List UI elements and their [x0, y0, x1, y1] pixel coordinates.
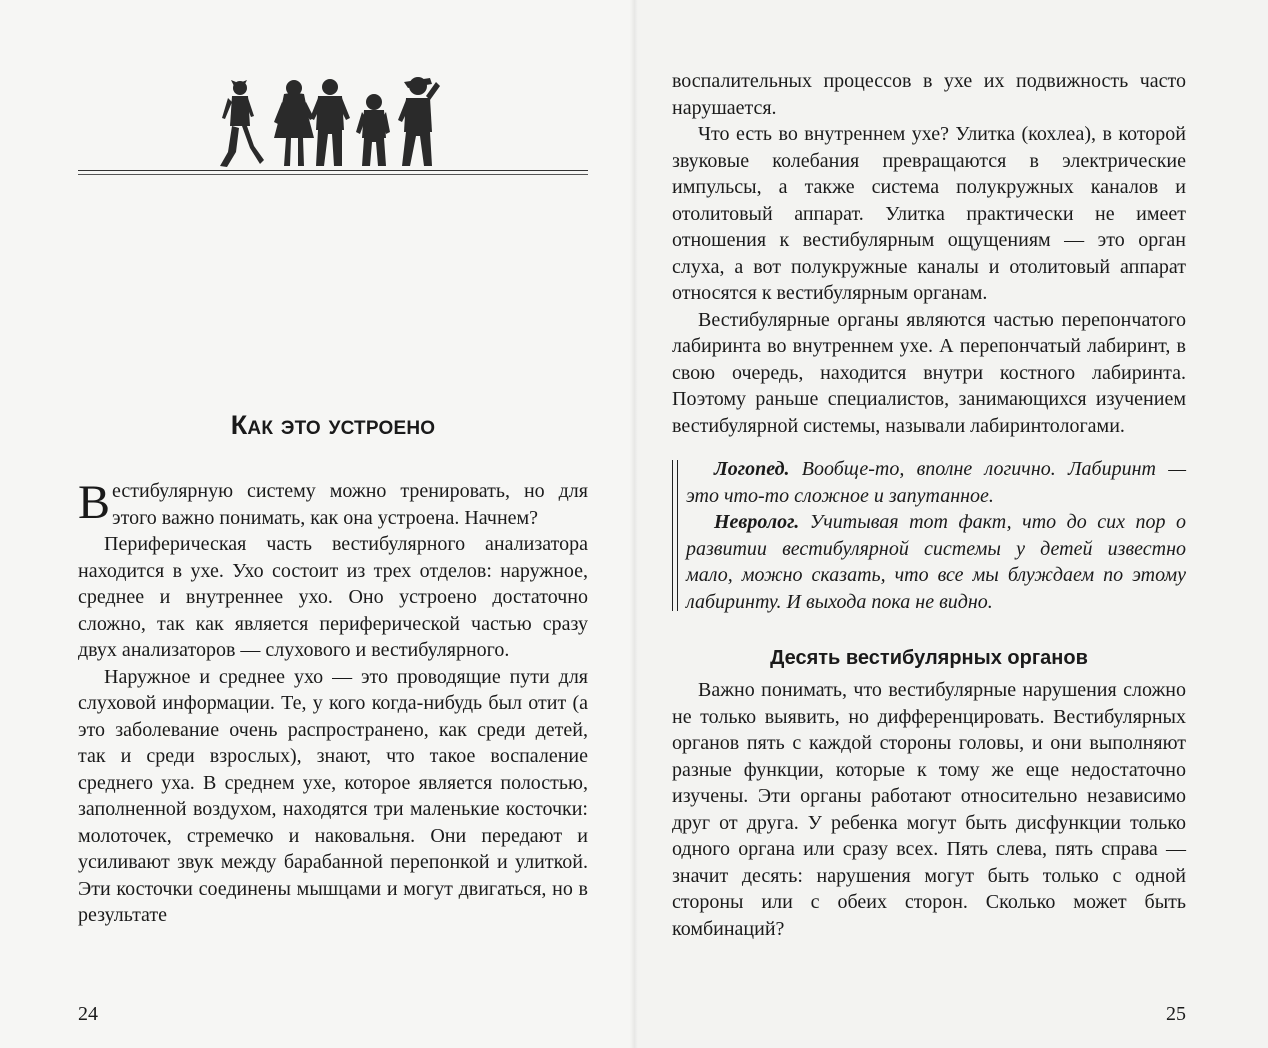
first-paragraph — [78, 478, 588, 531]
continued-paragraph: воспалительных процессов в ухе их подвижность часто нарушается. — [672, 70, 1186, 119]
dialogue-box — [672, 456, 1186, 615]
child-silhouette — [274, 80, 314, 166]
child-silhouette — [220, 80, 264, 167]
dialogue-text: Учитывая тот факт, что до сих пор о развитии вестибулярной системы у детей известно мало, можно сказать, что все мы блуждаем по этому лабиринту. И выхода пока не видно. — [686, 511, 1186, 613]
dialogue-line — [686, 456, 1186, 509]
paragraph: Важно понимать, что вестибулярные нарушения сложно не только выявить, но дифференцировать. Вестибулярных органов пять с каждой стороны головы, и они выполняют разные функции, которые к тому же еще недостаточно изучены. Эти органы работают относительно независимо друг от друга. У ребенка могут быть дисфункции только одного органа или сразу всех. Пять слева, пять справа — значит десять: нарушения могут быть только с одной стороны или с обеих сторон. Сколько может быть комбинаций? — [672, 679, 1186, 940]
children-silhouettes-illustration — [214, 74, 450, 170]
speaker-name: Невролог. — [714, 511, 800, 533]
paragraph: Вестибулярные органы являются частью перепончатого лабиринта во внутреннем ухе. А перепончатый лабиринт, в свою очередь, находится внутри костного лабиринта. Поэтому раньше специалистов, занимающихся изучением вестибулярной системы, называли лабиринтологами. — [672, 308, 1186, 437]
speaker-name: Логопед. — [714, 458, 790, 480]
book-gutter — [630, 0, 638, 1048]
paragraph: Наружное и среднее ухо — это проводящие пути для слуховой информации. Те, у кого когда-нибудь был отит (а это заболевание очень распространено, как среди детей, так и среди взрослых), знают, что такое воспаление среднего уха. В среднем ухе, которое является полостью, заполненной воздухом, находятся три маленькие косточки: молоточек, стремечко и наковальня. Они передают и усиливают звук между барабанной перепонкой и улиткой. Эти косточки соединены мышцами и могут двигаться, но в результате — [78, 665, 588, 926]
paragraph: Периферическая часть вестибулярного анализатора находится в ухе. Ухо состоит из трех отделов: наружное, среднее и внутреннее ухо. Оно устроено достаточно сложно, так как является периферической частью сразу двух анализаторов — слухового и вестибулярного. — [78, 533, 588, 661]
child-silhouette — [356, 94, 390, 166]
dialogue-bar — [672, 460, 678, 611]
page-number-left: 24 — [78, 1003, 98, 1025]
child-silhouette — [310, 79, 350, 166]
dialogue-line — [686, 509, 1186, 615]
first-paragraph-text: естибулярную систему можно тренировать, но для этого важно понимать, как она устроена. Начнем? — [112, 480, 588, 529]
drop-cap: В — [78, 476, 111, 529]
decorative-rule — [78, 170, 588, 175]
dialogue-text: Вообще-то, вполне логично. Лабиринт — это что-то сложное и запутанное. — [686, 458, 1186, 507]
right-page-body — [672, 68, 1186, 942]
section-subheading: Десять вестибулярных органов — [770, 647, 1088, 669]
paragraph: Что есть во внутреннем ухе? Улитка (кохлеа), в которой звуковые колебания превращаются в электрические импульсы, а также система полукружных каналов и отолитовый аппарат. Улитка практически не имеет отношения к вестибулярным ощущениям — это орган слуха, а вот полукружные каналы и отолитовый аппарат относятся к вестибулярным органам. — [672, 123, 1186, 304]
child-silhouette — [398, 77, 440, 166]
chapter-title: Как это устроено — [230, 410, 436, 441]
left-page-body — [78, 478, 588, 929]
page-number-right: 25 — [1166, 1003, 1186, 1025]
right-page — [634, 0, 1268, 1048]
